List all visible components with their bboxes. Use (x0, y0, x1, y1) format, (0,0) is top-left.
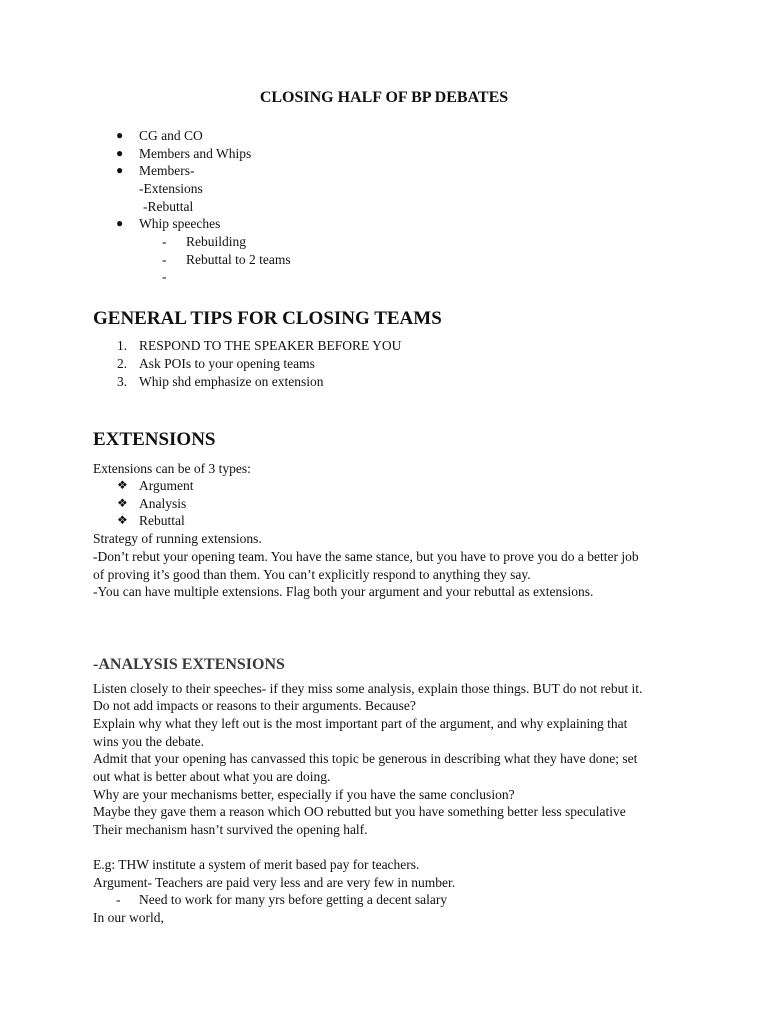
list-item: RESPOND TO THE SPEAKER BEFORE YOU (139, 338, 402, 353)
section-heading-analysis-extensions: -ANALYSIS EXTENSIONS (93, 656, 285, 673)
list-number: 2. (117, 356, 128, 371)
list-item: Members- (139, 163, 195, 178)
paragraph-line: Extensions can be of 3 types: (93, 461, 251, 476)
bullet-dot-icon: ● (116, 128, 124, 142)
list-item: Members and Whips (139, 146, 252, 161)
section-heading-general-tips: GENERAL TIPS FOR CLOSING TEAMS (93, 308, 442, 329)
list-item: CG and CO (139, 128, 203, 143)
sub-list-item: -Rebuttal (143, 199, 194, 214)
bullet-dot-icon: ● (116, 146, 124, 160)
paragraph-line: Admit that your opening has canvassed this topic be generous in describing what they have done; set (93, 751, 638, 766)
list-item: Ask POIs to your opening teams (139, 356, 315, 371)
paragraph-line: Listen closely to their speeches- if they miss some analysis, explain those things. BUT do not rebut it. (93, 681, 643, 696)
example-line: E.g: THW institute a system of merit based pay for teachers. (93, 857, 420, 872)
sub-list-item: Rebuttal to 2 teams (186, 252, 291, 267)
paragraph-line: Explain why what they left out is the most important part of the argument, and why explaining that (93, 716, 628, 731)
sub-list-item: -Extensions (139, 181, 203, 196)
dash-bullet-icon: - (162, 269, 167, 284)
list-number: 1. (117, 338, 128, 353)
list-item: Rebuttal (139, 513, 185, 528)
dash-bullet-icon: - (162, 234, 167, 249)
list-item: Analysis (139, 496, 187, 511)
bullet-dot-icon: ● (116, 216, 124, 230)
list-number: 3. (117, 374, 128, 389)
bullet-dot-icon: ● (116, 163, 124, 177)
dash-bullet-icon: - (116, 892, 121, 907)
paragraph-line: Their mechanism hasn’t survived the opening half. (93, 822, 368, 837)
sub-list-item: Need to work for many yrs before getting a decent salary (139, 892, 448, 907)
paragraph-line: Why are your mechanisms better, especially if you have the same conclusion? (93, 787, 515, 802)
paragraph-line: Maybe they gave them a reason which OO rebutted but you have something better less speculative (93, 804, 626, 819)
diamond-bullet-icon: ❖ (117, 496, 128, 510)
paragraph-line: of proving it’s good than them. You can’t explicitly respond to anything they say. (93, 567, 531, 582)
list-item: Whip shd emphasize on extension (139, 374, 324, 389)
paragraph-line: -You can have multiple extensions. Flag both your argument and your rebuttal as extensions. (93, 584, 594, 599)
section-heading-extensions: EXTENSIONS (93, 429, 216, 450)
diamond-bullet-icon: ❖ (117, 513, 128, 527)
page-title: CLOSING HALF OF BP DEBATES (259, 89, 509, 106)
paragraph-line: In our world, (93, 910, 164, 925)
paragraph-line: -Don’t rebut your opening team. You have the same stance, but you have to prove you do a better job (93, 549, 639, 564)
diamond-bullet-icon: ❖ (117, 478, 128, 492)
paragraph-line: Do not add impacts or reasons to their arguments. Because? (93, 698, 416, 713)
paragraph-line: Strategy of running extensions. (93, 531, 262, 546)
dash-bullet-icon: - (162, 252, 167, 267)
list-item: Whip speeches (139, 216, 221, 231)
list-item: Argument (139, 478, 194, 493)
paragraph-line: Argument- Teachers are paid very less and are very few in number. (93, 875, 456, 890)
sub-list-item: Rebuilding (186, 234, 246, 249)
paragraph-line: out what is better about what you are doing. (93, 769, 331, 784)
paragraph-line: wins you the debate. (93, 734, 204, 749)
